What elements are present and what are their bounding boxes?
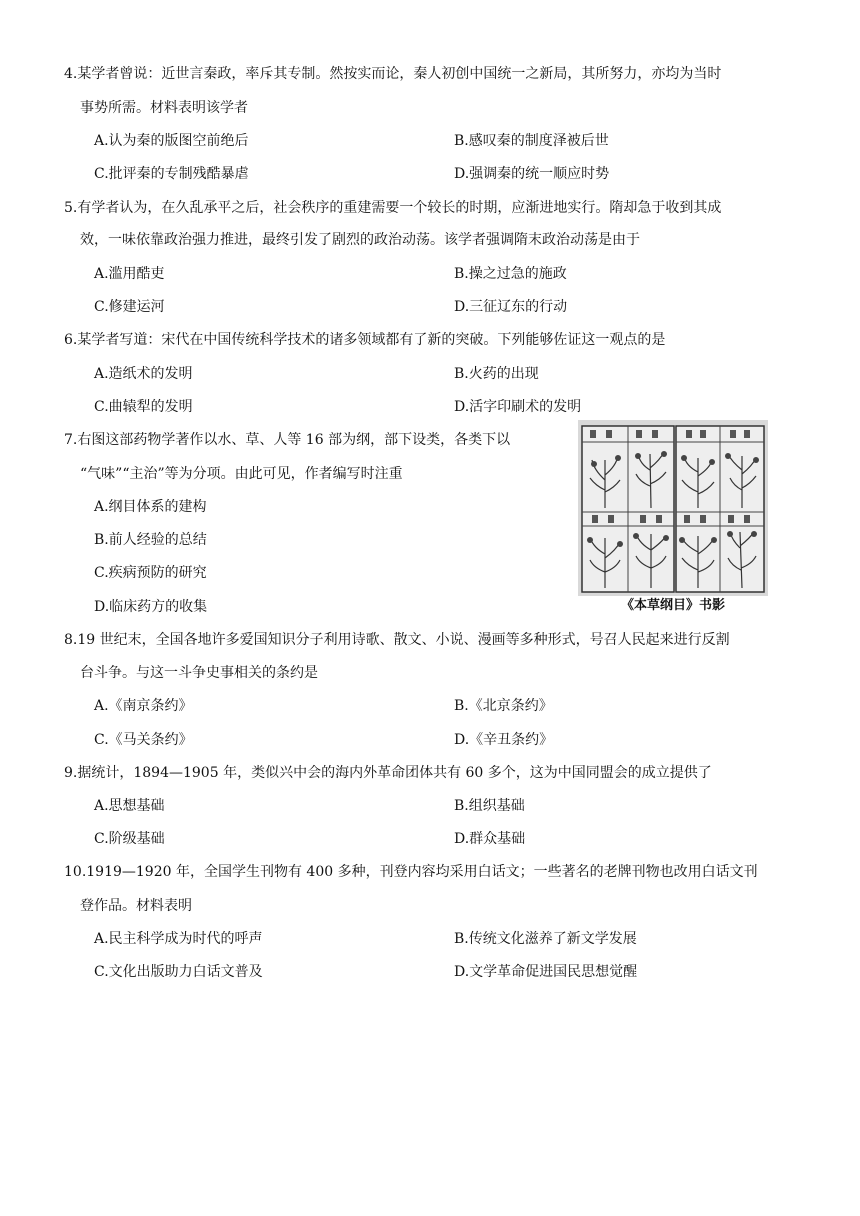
q7-stem: 7.右图这部药物学著作以水、草、人等 16 部为纲，部下设类，各类下以: [64, 432, 511, 448]
bencao-gangmu-book-image: [578, 420, 768, 620]
q8-option-b: B.《北京条约》: [454, 698, 553, 714]
q6-stem: 6.某学者写道：宋代在中国传统科学技术的诸多领域都有了新的突破。下列能够佐证这一观点的是: [64, 332, 666, 348]
q5-option-c: C.修建运河: [94, 299, 165, 315]
q10-stem: 10.1919—1920 年，全国学生刊物有 400 多种，刊登内容均采用白话文；一些著名的老牌刊物也改用白话文刊: [64, 864, 758, 880]
q4-stem: 4.某学者曾说：近世言秦政，率斥其专制。然按实而论，秦人初创中国统一之新局，其所努力，亦均为当时: [64, 66, 722, 82]
q8-option-c: C.《马关条约》: [94, 732, 193, 748]
q10-stem-cont: 登作品。材料表明: [80, 898, 192, 914]
q4-option-b: B.感叹秦的制度泽被后世: [454, 133, 609, 149]
q7-option-c: C.疾病预防的研究: [94, 565, 207, 581]
q8-option-d: D.《辛丑条约》: [454, 732, 554, 748]
q6-option-b: B.火药的出现: [454, 366, 539, 382]
q4-option-d: D.强调秦的统一顺应时势: [454, 166, 610, 182]
q5-stem-cont: 效，一味依靠政治强力推进，最终引发了剧烈的政治动荡。该学者强调隋末政治动荡是由于: [80, 232, 640, 248]
q10-option-b: B.传统文化滋养了新文学发展: [454, 931, 637, 947]
q9-option-a: A.思想基础: [94, 798, 165, 814]
q9-option-d: D.群众基础: [454, 831, 526, 847]
q8-option-a: A.《南京条约》: [94, 698, 193, 714]
q8-stem-cont: 台斗争。与这一斗争史事相关的条约是: [80, 665, 318, 681]
q9-option-b: B.组织基础: [454, 798, 525, 814]
q7-option-b: B.前人经验的总结: [94, 532, 207, 548]
q9-option-c: C.阶级基础: [94, 831, 165, 847]
q7-stem-cont: “气味”“主治”等为分项。由此可见，作者编写时注重: [80, 466, 403, 482]
q7-option-a: A.纲目体系的建构: [94, 499, 207, 515]
q5-option-d: D.三征辽东的行动: [454, 299, 568, 315]
q4-stem-cont: 事势所需。材料表明该学者: [80, 100, 248, 116]
q10-option-d: D.文学革命促进国民思想觉醒: [454, 964, 638, 980]
q6-option-a: A.造纸术的发明: [94, 366, 193, 382]
q9-stem: 9.据统计，1894—1905 年，类似兴中会的海内外革命团体共有 60 多个，这为中国同盟会的成立提供了: [64, 765, 712, 781]
q8-stem: 8.19 世纪末，全国各地许多爱国知识分子利用诗歌、散文、小说、漫画等多种形式，号召人民起来进行反割: [64, 632, 730, 648]
q6-option-c: C.曲辕犁的发明: [94, 399, 193, 415]
q10-option-c: C.文化出版助力白话文普及: [94, 964, 263, 980]
q5-option-a: A.滥用酷吏: [94, 266, 165, 282]
figure-caption: 《本草纲目》书影: [620, 598, 725, 613]
q5-option-b: B.操之过急的施政: [454, 266, 567, 282]
q5-stem: 5.有学者认为，在久乱承平之后，社会秩序的重建需要一个较长的时期，应渐进地实行。隋却急于收到其成: [64, 200, 722, 216]
q6-option-d: D.活字印刷术的发明: [454, 399, 582, 415]
q10-option-a: A.民主科学成为时代的呼声: [94, 931, 263, 947]
q4-option-c: C.批评秦的专制残酷暴虐: [94, 166, 249, 182]
q4-option-a: A.认为秦的版图空前绝后: [94, 133, 249, 149]
q7-option-d: D.临床药方的收集: [94, 599, 208, 615]
